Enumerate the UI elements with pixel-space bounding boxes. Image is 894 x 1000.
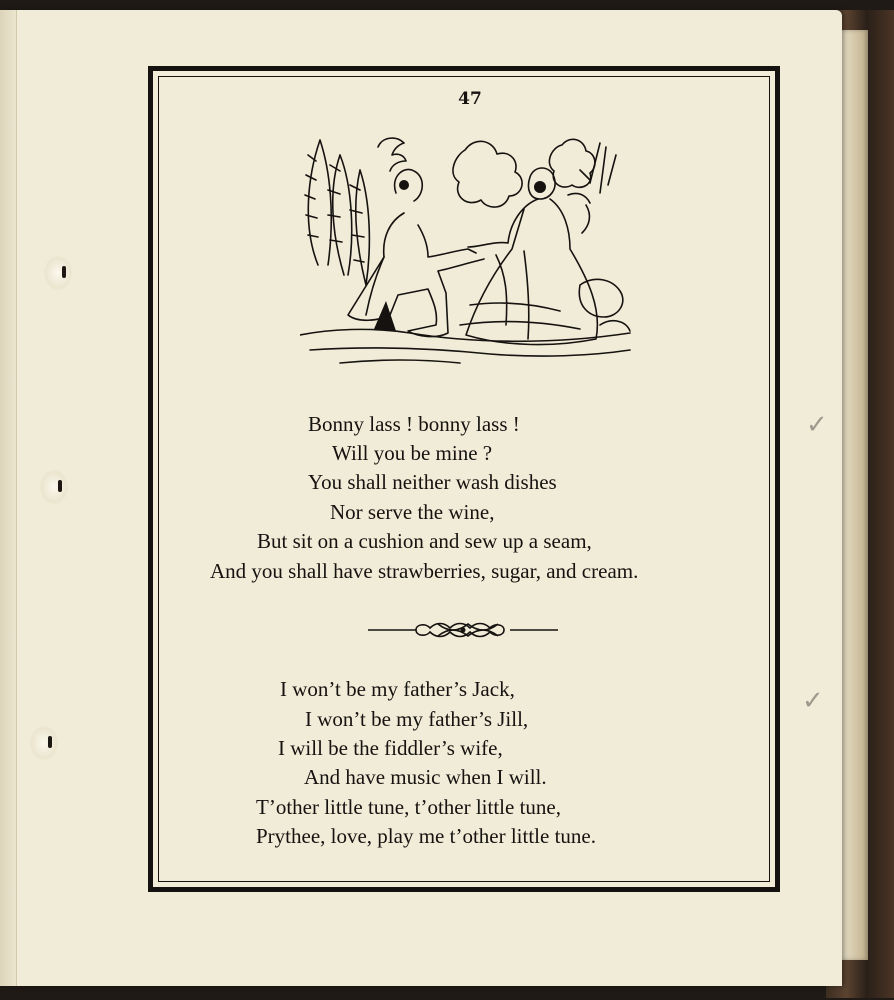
- binding-hole: [40, 470, 68, 504]
- binding-hole: [44, 256, 72, 290]
- poem-line: T’other little tune, t’other little tune,: [256, 795, 561, 819]
- poem-line: Bonny lass ! bonny lass !: [308, 412, 520, 436]
- poem-line: But sit on a cushion and sew up a seam,: [257, 529, 592, 553]
- poem-line: I will be the fiddler’s wife,: [278, 736, 503, 760]
- poem-line: Will you be mine ?: [332, 441, 493, 465]
- pencil-mark: ✓: [806, 410, 828, 440]
- poem-line: And you shall have strawberries, sugar, and cream.: [210, 559, 639, 583]
- woodcut-illustration-icon: [300, 135, 638, 367]
- binding-strip: [0, 10, 17, 986]
- poem-line: And have music when I will.: [304, 765, 547, 789]
- pencil-mark: ✓: [802, 686, 824, 716]
- poem-line: I won’t be my father’s Jack,: [280, 677, 515, 701]
- scroll-ornament-icon: [368, 620, 558, 640]
- poem-line: I won’t be my father’s Jill,: [305, 707, 529, 731]
- binding-hole: [30, 726, 58, 760]
- page-number: 47: [458, 89, 482, 109]
- poem-line: You shall neither wash dishes: [308, 470, 557, 494]
- poem-line: Prythee, love, play me t’other little tune.: [256, 824, 596, 848]
- poem-line: Nor serve the wine,: [330, 500, 495, 524]
